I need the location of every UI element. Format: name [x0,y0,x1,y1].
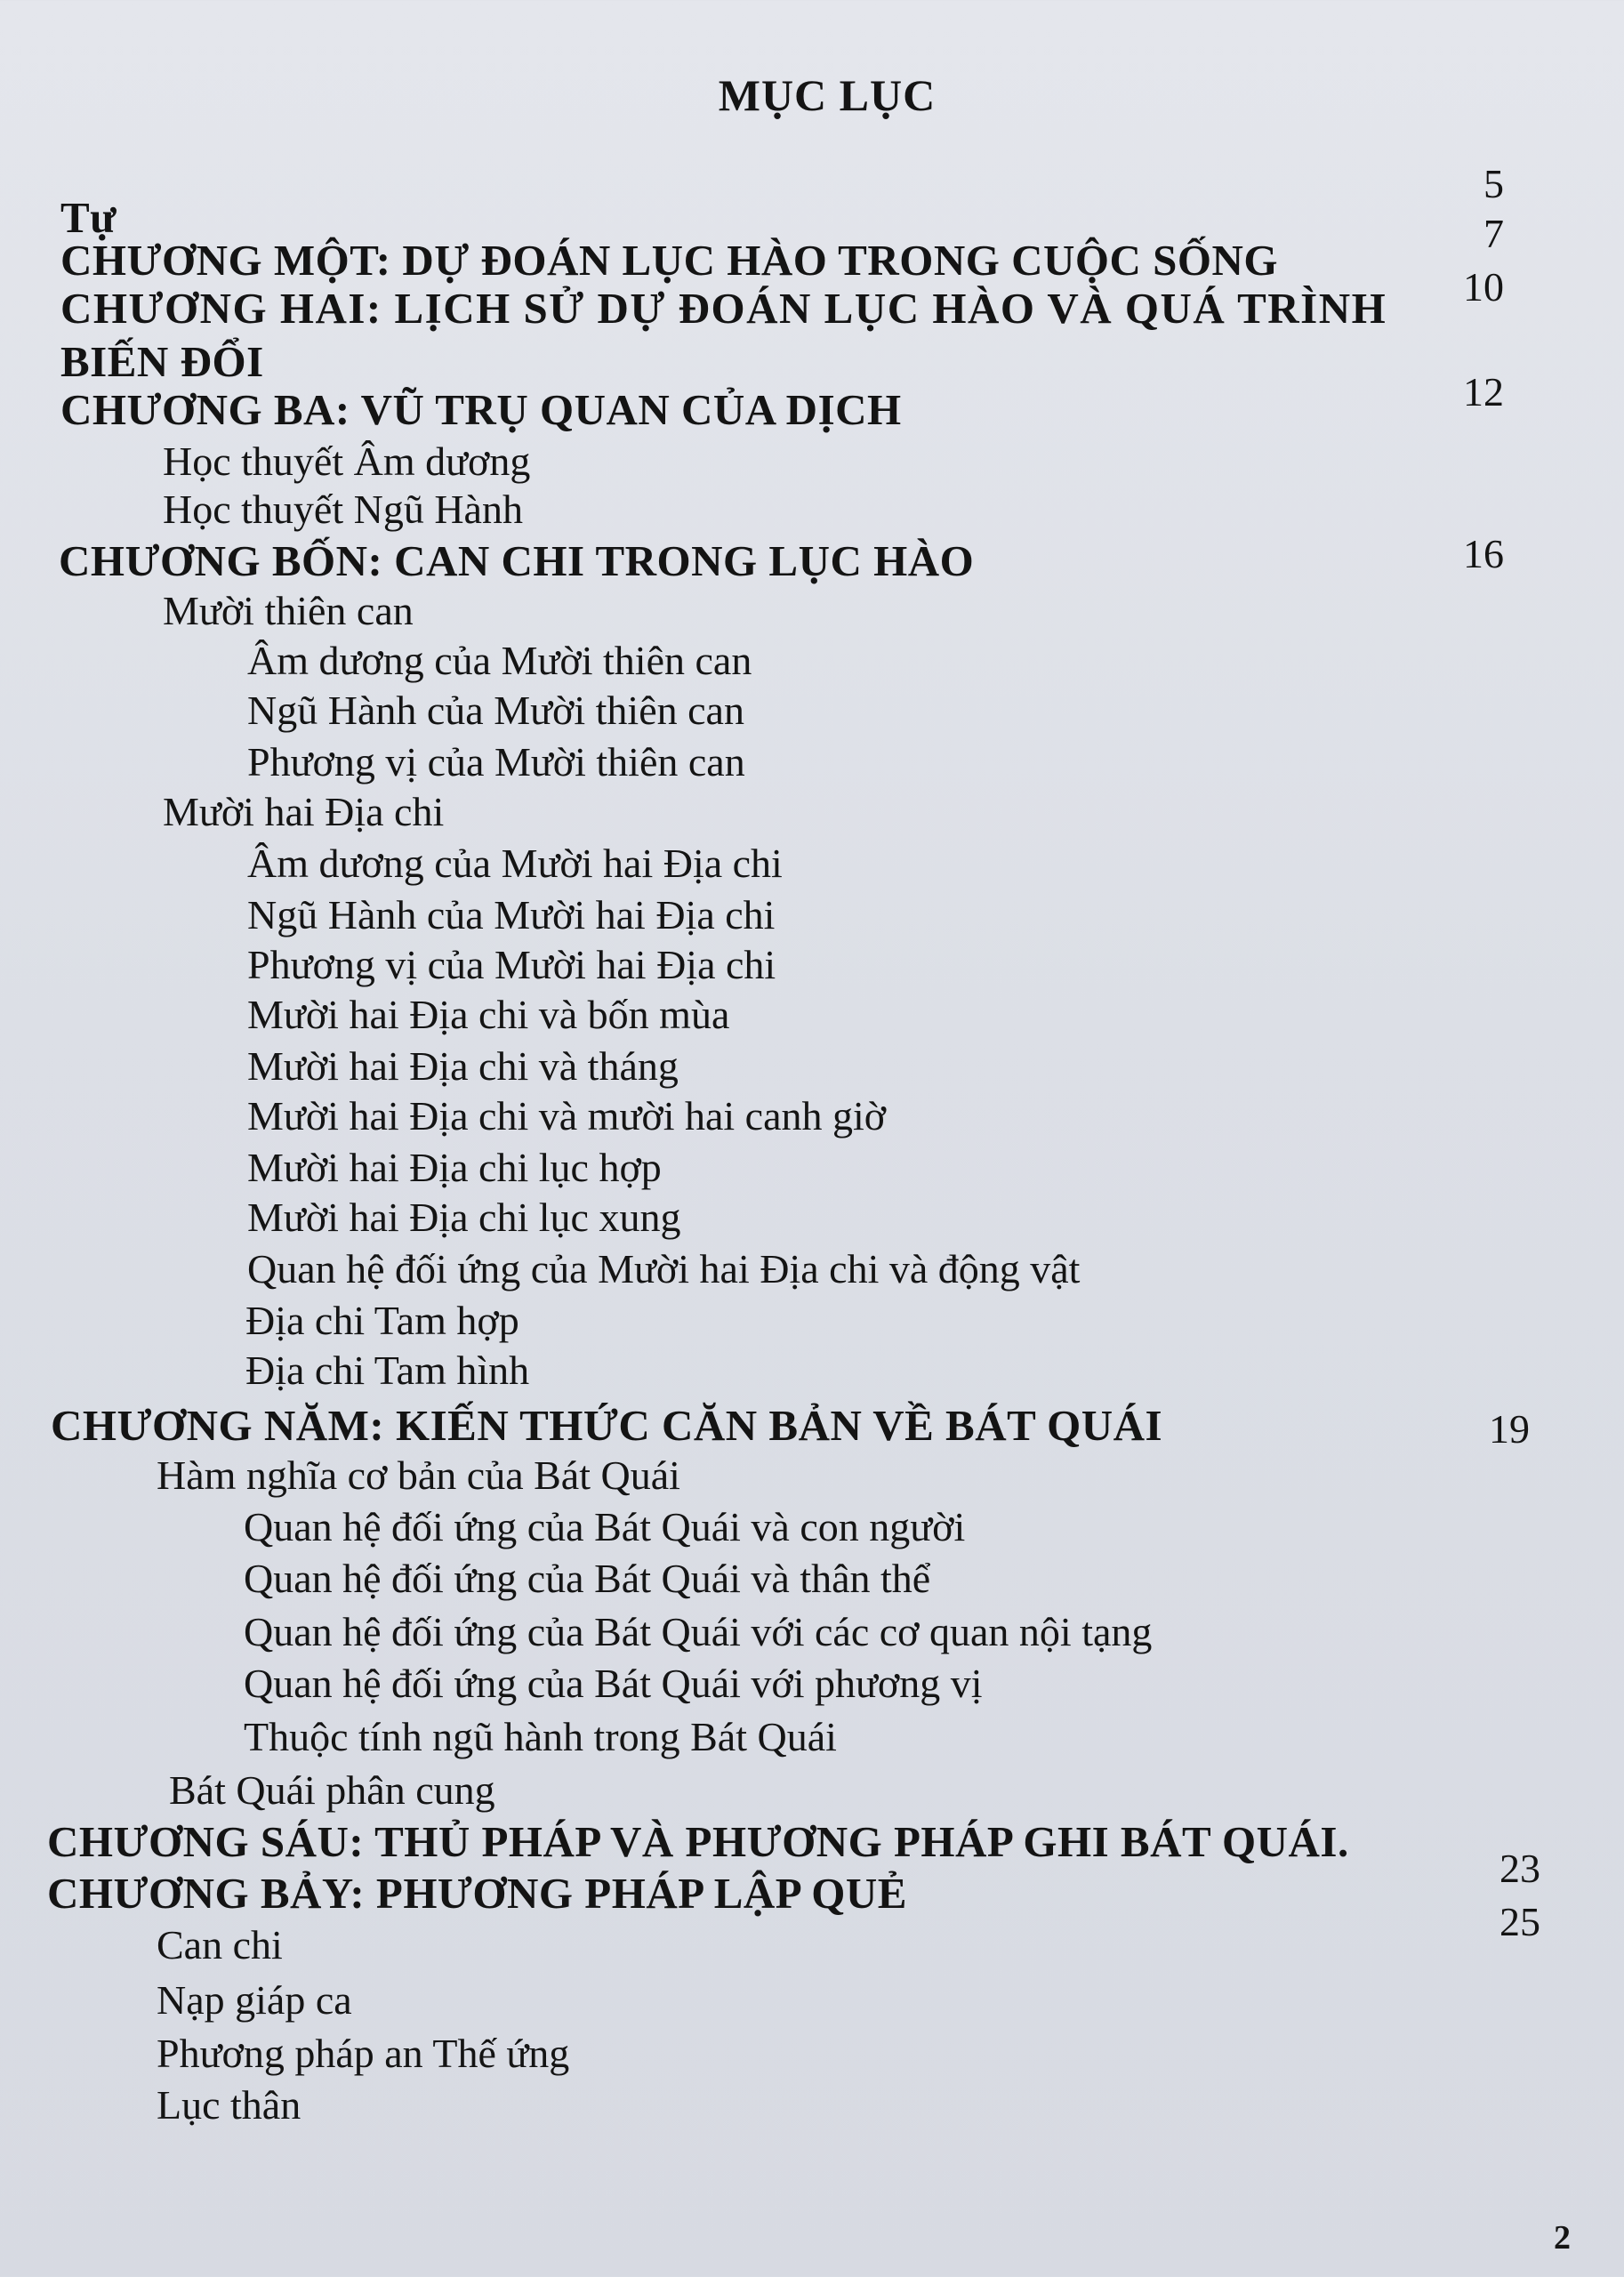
toc-section-title: Nạp giáp ca [157,1977,352,2023]
toc-chapter-title: CHƯƠNG SÁU: THỦ PHÁP VÀ PHƯƠNG PHÁP GHI BÁT QUÁI. [47,1817,1349,1866]
toc-subsection-title: Địa chi Tam hợp [245,1298,519,1343]
toc-chapter-title: CHƯƠNG BA: VŨ TRỤ QUAN CỦA DỊCH [60,385,902,434]
toc-page-number: 12 [1463,369,1504,414]
toc-subsection-title: Ngũ Hành của Mười hai Địa chi [247,892,776,937]
toc-subsection-title: Quan hệ đối ứng của Bát Quái và con người [244,1504,966,1549]
toc-entry [0,2030,1624,2083]
toc-page-number: 7 [1483,211,1504,256]
toc-section-title: Mười hai Địa chi [163,789,445,834]
toc-entry [0,687,1624,740]
toc-chapter-title: CHƯƠNG NĂM: KIẾN THỨC CĂN BẢN VỀ BÁT QUÁI [51,1401,1163,1450]
toc-chapter-title: CHƯƠNG MỘT: DỰ ĐOÁN LỤC HÀO TRONG CUỘC SỐNG [60,236,1278,285]
toc-section-title: Can chi [157,1922,283,1967]
toc-entry [0,1816,1624,1891]
toc-entry [0,1400,1624,1453]
toc-section-title: Học thuyết Ngũ Hành [163,487,523,532]
toc-entry [0,1608,1624,1661]
toc-entry [0,1452,1624,1505]
toc-page-number: 16 [1463,531,1504,576]
toc-entry [0,1713,1624,1766]
toc-subsection-title: Địa chi Tam hình [245,1348,530,1393]
toc-subsection-title: Thuộc tính ngũ hành trong Bát Quái [244,1714,837,1759]
toc-chapter-title: Tự [60,193,117,242]
toc-section-title: Bát Quái phân cung [169,1767,495,1813]
toc-page-number: 5 [1483,161,1504,206]
toc-entry [0,1766,1624,1820]
toc-subsection-title: Ngũ Hành của Mười thiên can [247,688,744,733]
toc-entry [0,1144,1624,1197]
toc-entry [0,1660,1624,1713]
toc-page-number: 25 [1499,1899,1540,1944]
toc-entry [0,1503,1624,1557]
toc-entry [0,1297,1624,1350]
toc-subsection-title: Quan hệ đối ứng của Bát Quái với các cơ quan nội tạng [244,1609,1153,1654]
toc-subsection-title: Âm dương của Mười thiên can [247,638,752,683]
toc-entry [0,1976,1624,2030]
toc-section-title: Mười thiên can [163,588,414,633]
page-number: 2 [1554,2219,1571,2257]
toc-entry [0,587,1624,640]
toc-entry [0,1042,1624,1096]
page-title: MỤC LỤC [718,70,937,120]
toc-entry [0,941,1624,994]
toc-subsection-title: Quan hệ đối ứng của Bát Quái và thân thể [244,1556,931,1601]
toc-chapter-title: BIẾN ĐỔI [60,337,264,386]
toc-subsection-title: Phương vị của Mười hai Địa chi [247,942,776,987]
toc-section-title: Học thuyết Âm dương [163,439,531,484]
toc-entry [0,738,1624,792]
toc-entry [0,2081,1624,2135]
toc-subsection-title: Mười hai Địa chi và mười hai canh giờ [247,1093,887,1138]
toc-subsection-title: Mười hai Địa chi lục xung [247,1195,681,1240]
toc-entry [0,264,1624,336]
toc-section-title: Lục thân [157,2082,301,2128]
toc-subsection-title: Âm dương của Mười hai Địa chi [247,841,783,886]
toc-entry [0,991,1624,1044]
toc-entry [0,1194,1624,1247]
toc-page-number: 23 [1499,1846,1540,1891]
toc-entry [0,369,1624,438]
toc-entry [0,1921,1624,1975]
toc-subsection-title: Mười hai Địa chi và tháng [247,1043,679,1089]
toc-chapter-title: CHƯƠNG BẢY: PHƯƠNG PHÁP LẬP QUẺ [47,1869,907,1918]
toc-chapter-title: CHƯƠNG HAI: LỊCH SỬ DỰ ĐOÁN LỤC HÀO VÀ QUÁ TRÌNH [60,284,1387,333]
toc-entry [0,1092,1624,1146]
toc-subsection-title: Mười hai Địa chi và bốn mùa [247,992,730,1037]
toc-page-number: 19 [1489,1406,1530,1452]
toc-entry [0,637,1624,690]
toc-entry [0,840,1624,893]
toc-entry [0,1347,1624,1400]
toc-section-title: Hàm nghĩa cơ bản của Bát Quái [157,1452,680,1498]
toc-subsection-title: Quan hệ đối ứng của Bát Quái với phương vị [244,1661,983,1706]
toc-subsection-title: Mười hai Địa chi lục hợp [247,1145,662,1190]
toc-entry [0,336,1624,390]
toc-page-number: 10 [1463,264,1504,310]
toc-entry [0,788,1624,841]
toc-entry [0,891,1624,945]
toc-entry [0,1245,1624,1299]
toc-entry [0,1555,1624,1608]
toc-entry [0,438,1624,491]
toc-chapter-title: CHƯƠNG BỐN: CAN CHI TRONG LỤC HÀO [59,536,975,585]
toc-entry [0,486,1624,539]
toc-section-title: Phương pháp an Thế ứng [157,2031,570,2076]
toc-entry [0,531,1624,589]
toc-subsection-title: Phương vị của Mười thiên can [247,739,745,784]
toc-subsection-title: Quan hệ đối ứng của Mười hai Địa chi và động vật [247,1246,1081,1291]
